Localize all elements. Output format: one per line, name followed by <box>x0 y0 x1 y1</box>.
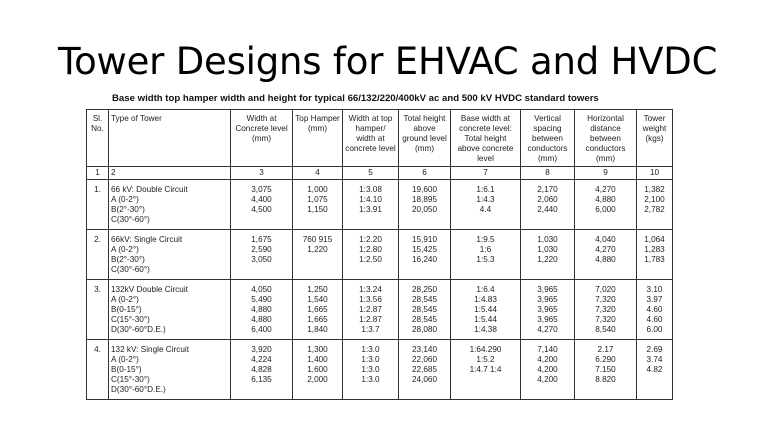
cell-line: 15,910 <box>411 235 438 244</box>
cell-line: 1,675 <box>251 235 272 244</box>
cell-line: 1:2.20 <box>359 235 382 244</box>
cell-line: 7.150 <box>595 365 616 374</box>
index-cell: 5 <box>343 167 399 180</box>
index-cell: 4 <box>293 167 343 180</box>
cell-line: 1,220 <box>307 245 328 254</box>
cell-line: 7,320 <box>595 315 616 324</box>
cell-line: 1:6.1 <box>476 185 495 194</box>
cell-line: 28,545 <box>411 295 438 304</box>
header-cell: Horizontal distance between conductors (mm) <box>575 110 637 167</box>
cell-line: 4.82 <box>646 365 663 374</box>
cell-line: C(30°-60°) <box>111 215 150 224</box>
cell-line: 1,300 <box>307 345 328 354</box>
cell-line: D(30°-60°D.E.) <box>111 325 166 334</box>
cell-line: 1:3.0 <box>361 345 380 354</box>
hamper-ratio-cell <box>343 280 399 340</box>
index-cell: 10 <box>637 167 673 180</box>
cell-line: 2,590 <box>251 245 272 254</box>
cell-line: 1:5.44 <box>474 305 497 314</box>
cell-line: 4,270 <box>595 245 616 254</box>
cell-line: 16,240 <box>411 255 438 264</box>
header-cell: Type of Tower <box>109 110 231 167</box>
index-cell: 1 <box>87 167 109 180</box>
cell-line: 4,880 <box>595 255 616 264</box>
base-ratio-cell <box>451 340 521 400</box>
cell-line: 4,224 <box>251 355 272 364</box>
concrete-width-cell <box>231 180 293 230</box>
sl-cell <box>87 230 109 280</box>
cell-line: 1:3.08 <box>359 185 382 194</box>
header-cell: Base width at concrete level: Total height above concrete level <box>451 110 521 167</box>
cell-line: 19,600 <box>411 185 438 194</box>
cell-line: 24,060 <box>411 375 438 384</box>
base-ratio-cell <box>451 230 521 280</box>
cell-line: 1:2.87 <box>359 315 382 324</box>
header-cell: Top Hamper (mm) <box>293 110 343 167</box>
concrete-width-cell <box>231 340 293 400</box>
cell-line: C(30°-60°) <box>111 265 150 274</box>
cell-line: 18,895 <box>411 195 438 204</box>
index-cell: 3 <box>231 167 293 180</box>
cell-line: 1:4.3 <box>476 195 495 204</box>
cell-line: 1:3.56 <box>359 295 382 304</box>
cell-line: 760 915 <box>302 235 333 244</box>
vertical-spacing-cell <box>521 340 575 400</box>
cell-line: 1:3.0 <box>361 355 380 364</box>
cell-line: 8,540 <box>595 325 616 334</box>
cell-line: 1,030 <box>537 245 558 254</box>
header-cell: Tower weight (kgs) <box>637 110 673 167</box>
sl-cell <box>87 340 109 400</box>
cell-line: 3. <box>94 285 101 294</box>
cell-line: 8.820 <box>595 375 616 384</box>
cell-line: 1,250 <box>307 285 328 294</box>
index-cell: 8 <box>521 167 575 180</box>
cell-line: 4,200 <box>537 375 558 384</box>
cell-line: 1,540 <box>307 295 328 304</box>
cell-line: 4.60 <box>646 315 663 324</box>
cell-line: 1:4.38 <box>474 325 497 334</box>
top-hamper-cell <box>293 230 343 280</box>
vertical-spacing-cell <box>521 230 575 280</box>
table-row <box>87 180 673 230</box>
cell-line: 4,050 <box>251 285 272 294</box>
cell-line: 1,283 <box>644 245 665 254</box>
cell-line: 1:64.290 <box>469 345 502 354</box>
base-ratio-cell <box>451 280 521 340</box>
cell-line: 6,135 <box>251 375 272 384</box>
cell-line: 7,320 <box>595 295 616 304</box>
cell-line: 1:3.7 <box>361 325 380 334</box>
hamper-ratio-cell <box>343 180 399 230</box>
cell-line: 1,382 <box>644 185 665 194</box>
cell-line: 5,490 <box>251 295 272 304</box>
sl-cell <box>87 180 109 230</box>
tower-weight-cell <box>637 340 673 400</box>
tower-weight-cell <box>637 180 673 230</box>
cell-line: 7,140 <box>537 345 558 354</box>
cell-line: 7,020 <box>595 285 616 294</box>
cell-line: 1,840 <box>307 325 328 334</box>
cell-line: 4,400 <box>251 195 272 204</box>
header-cell: Width at top hamper/ width at concrete level <box>343 110 399 167</box>
cell-line: 132 kV: Single Circuit <box>111 345 189 354</box>
cell-line: 1:5.44 <box>474 315 497 324</box>
cell-line: A (0-2°) <box>111 245 139 254</box>
cell-line: 22,685 <box>411 365 438 374</box>
index-cell: 6 <box>399 167 451 180</box>
cell-line: 2.69 <box>646 345 663 354</box>
cell-line: 4,200 <box>537 365 558 374</box>
hamper-ratio-cell <box>343 230 399 280</box>
header-cell: Sl. No. <box>87 110 109 167</box>
cell-line: 1,064 <box>644 235 665 244</box>
cell-line: 1:3.91 <box>359 205 382 214</box>
cell-line: 4,040 <box>595 235 616 244</box>
cell-line: 1:5.2 <box>476 355 495 364</box>
cell-line: 1:9.5 <box>476 235 495 244</box>
header-row <box>87 110 673 167</box>
cell-line: 6,000 <box>595 205 616 214</box>
cell-line: 4,500 <box>251 205 272 214</box>
cell-line: 2. <box>94 235 101 244</box>
table-row <box>87 340 673 400</box>
cell-line: 3,965 <box>537 295 558 304</box>
cell-line: 28,080 <box>411 325 438 334</box>
cell-line: 15,425 <box>411 245 438 254</box>
index-cell: 7 <box>451 167 521 180</box>
header-cell: Total height above ground level (mm) <box>399 110 451 167</box>
tower-type-cell <box>109 230 231 280</box>
sl-cell <box>87 280 109 340</box>
horizontal-distance-cell <box>575 280 637 340</box>
cell-line: C(15°-30°) <box>111 315 150 324</box>
cell-line: 1:4.83 <box>474 295 497 304</box>
table-caption: Base width top hamper width and height for typical 66/132/220/400kV ac and 500 kV HVDC standard towers <box>112 93 599 104</box>
cell-line: B(0-15°) <box>111 305 142 314</box>
cell-line: 2,440 <box>537 205 558 214</box>
cell-line: 3.74 <box>646 355 663 364</box>
cell-line: 3.10 <box>646 285 663 294</box>
top-hamper-cell <box>293 340 343 400</box>
total-height-cell <box>399 230 451 280</box>
cell-line: 3,965 <box>537 315 558 324</box>
cell-line: 4,880 <box>251 305 272 314</box>
cell-line: 1,000 <box>307 185 328 194</box>
header-cell: Width at Concrete level (mm) <box>231 110 293 167</box>
cell-line: B(2°-30°) <box>111 205 145 214</box>
tower-type-cell <box>109 340 231 400</box>
cell-line: 4.4 <box>479 205 492 214</box>
total-height-cell <box>399 180 451 230</box>
cell-line: 1:2.80 <box>359 245 382 254</box>
cell-line: 2,100 <box>644 195 665 204</box>
cell-line: 1,665 <box>307 315 328 324</box>
top-hamper-cell <box>293 280 343 340</box>
horizontal-distance-cell <box>575 180 637 230</box>
cell-line: 1:2.50 <box>359 255 382 264</box>
horizontal-distance-cell <box>575 340 637 400</box>
cell-line: 1,220 <box>537 255 558 264</box>
cell-line: 66 kV: Double Circuit <box>111 185 188 194</box>
cell-line: A (0-2°) <box>111 295 139 304</box>
cell-line: 3,075 <box>251 185 272 194</box>
cell-line: A (0-2°) <box>111 195 139 204</box>
cell-line: 4,200 <box>537 355 558 364</box>
cell-line: 1:4.7 1:4 <box>469 365 502 374</box>
vertical-spacing-cell <box>521 280 575 340</box>
cell-line: 1,600 <box>307 365 328 374</box>
cell-line: 28,545 <box>411 305 438 314</box>
cell-line: 1:3.0 <box>361 365 380 374</box>
index-cell: 9 <box>575 167 637 180</box>
cell-line: 66kV: Single Circuit <box>111 235 183 244</box>
top-hamper-cell <box>293 180 343 230</box>
cell-line: 28,250 <box>411 285 438 294</box>
cell-line: 1:5.3 <box>476 255 495 264</box>
column-index-row <box>87 167 673 180</box>
header-cell: Vertical spacing between conductors (mm) <box>521 110 575 167</box>
cell-line: D(30°-60°D.E.) <box>111 385 166 394</box>
cell-line: 2,000 <box>307 375 328 384</box>
cell-line: 3,920 <box>251 345 272 354</box>
cell-line: 1:6.4 <box>476 285 495 294</box>
cell-line: 23,140 <box>411 345 438 354</box>
horizontal-distance-cell <box>575 230 637 280</box>
cell-line: 1:6 <box>479 245 492 254</box>
cell-line: 1:2.87 <box>359 305 382 314</box>
table-row <box>87 230 673 280</box>
cell-line: 6.290 <box>595 355 616 364</box>
cell-line: 4. <box>94 345 101 354</box>
cell-line: 1:4.10 <box>359 195 382 204</box>
cell-line: 1,030 <box>537 235 558 244</box>
slide-title: Tower Designs for EHVAC and HVDC <box>58 40 718 83</box>
tower-type-cell <box>109 280 231 340</box>
table-row <box>87 280 673 340</box>
cell-line: 2,782 <box>644 205 665 214</box>
cell-line: 6,400 <box>251 325 272 334</box>
cell-line: 1,400 <box>307 355 328 364</box>
cell-line: 132kV Double Circuit <box>111 285 188 294</box>
cell-line: 22,060 <box>411 355 438 364</box>
cell-line: 28,545 <box>411 315 438 324</box>
cell-line: 7,320 <box>595 305 616 314</box>
cell-line: 1:3.0 <box>361 375 380 384</box>
tower-type-cell <box>109 180 231 230</box>
cell-line: 4,828 <box>251 365 272 374</box>
cell-line: 4.60 <box>646 305 663 314</box>
cell-line: 20,050 <box>411 205 438 214</box>
cell-line: 1,075 <box>307 195 328 204</box>
tower-weight-cell <box>637 280 673 340</box>
cell-line: 3,050 <box>251 255 272 264</box>
vertical-spacing-cell <box>521 180 575 230</box>
cell-line: 1,665 <box>307 305 328 314</box>
cell-line: 1,150 <box>307 205 328 214</box>
hamper-ratio-cell <box>343 340 399 400</box>
cell-line: 2,060 <box>537 195 558 204</box>
cell-line: 2,170 <box>537 185 558 194</box>
cell-line: 3,965 <box>537 305 558 314</box>
cell-line: 4,270 <box>595 185 616 194</box>
cell-line: 4,270 <box>537 325 558 334</box>
cell-line: 4,880 <box>251 315 272 324</box>
tower-weight-cell <box>637 230 673 280</box>
total-height-cell <box>399 280 451 340</box>
total-height-cell <box>399 340 451 400</box>
cell-line: B(0-15°) <box>111 365 142 374</box>
cell-line: 3,965 <box>537 285 558 294</box>
cell-line: 1. <box>94 185 101 194</box>
concrete-width-cell <box>231 280 293 340</box>
cell-line: 1:3.24 <box>359 285 382 294</box>
base-ratio-cell <box>451 180 521 230</box>
cell-line: A (0-2°) <box>111 355 139 364</box>
cell-line: 3.97 <box>646 295 663 304</box>
cell-line: 2.17 <box>597 345 614 354</box>
cell-line: 1,783 <box>644 255 665 264</box>
cell-line: C(15°-30°) <box>111 375 150 384</box>
cell-line: 6.00 <box>646 325 663 334</box>
cell-line: B(2°-30°) <box>111 255 145 264</box>
tower-designs-table <box>86 109 673 400</box>
index-cell: 2 <box>109 167 231 180</box>
concrete-width-cell <box>231 230 293 280</box>
cell-line: 4,880 <box>595 195 616 204</box>
